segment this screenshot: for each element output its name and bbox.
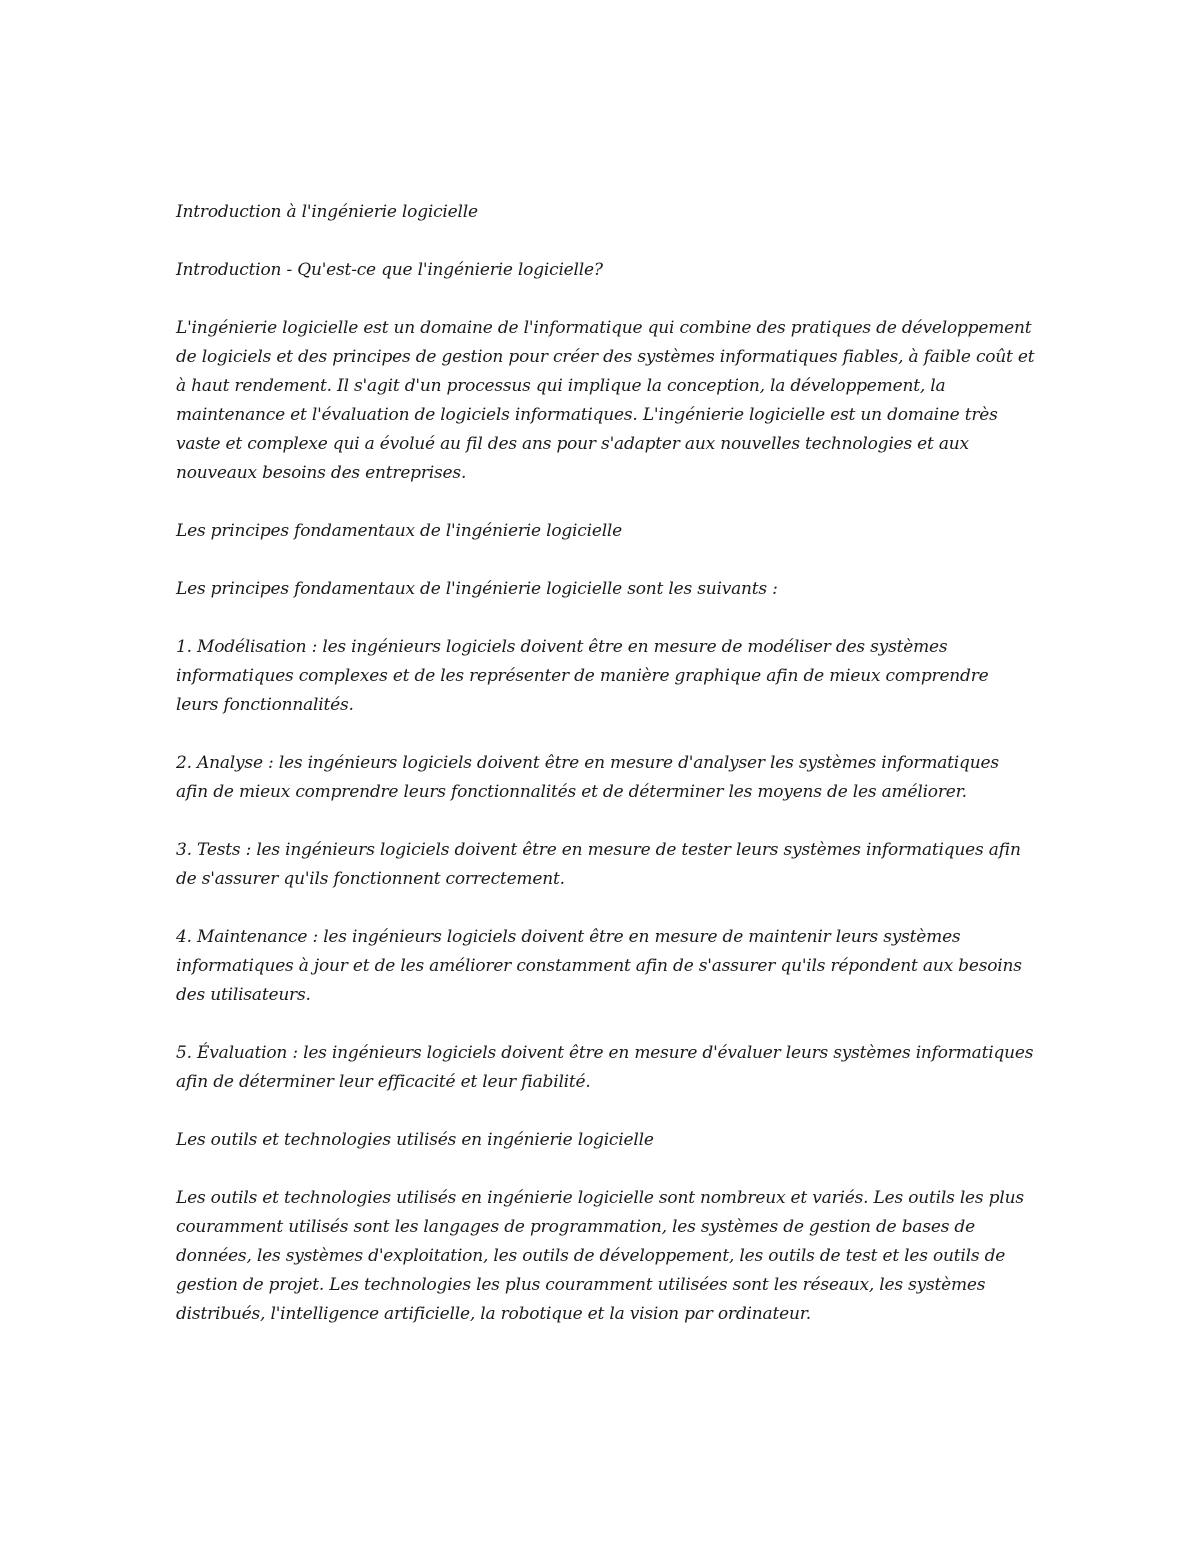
list-item-tests: 3. Tests : les ingénieurs logiciels doivent être en mesure de tester leurs systèmes informatiques afin de s'assurer qu'ils fonctionnent correctement. (176, 840, 1021, 889)
list-item-evaluation: 5. Évaluation : les ingénieurs logiciels doivent être en mesure d'évaluer leurs systèmes informatiques afin de déterminer leur efficacité et leur fiabilité. (176, 1043, 1034, 1092)
list-item-maintenance: 4. Maintenance : les ingénieurs logiciels doivent être en mesure de maintenir leurs systèmes informatiques à jour et de les améliorer constamment afin de s'assurer qu'ils répondent aux besoins des utilisateurs. (176, 927, 1022, 1005)
section-heading-principles: Les principes fondamentaux de l'ingénierie logicielle (176, 521, 623, 541)
list-item-analyse: 2. Analyse : les ingénieurs logiciels doivent être en mesure d'analyser les systèmes informatiques afin de mieux comprendre leurs fonctionnalités et de déterminer les moyens de les améliorer. (176, 753, 999, 802)
list-item-modelisation: 1. Modélisation : les ingénieurs logiciels doivent être en mesure de modéliser des systèmes informatiques complexes et de les représenter de manière graphique afin de mieux comprendre leurs fonctionnalités. (176, 637, 989, 715)
section-heading-introduction: Introduction - Qu'est-ce que l'ingénierie logicielle? (176, 260, 603, 280)
paragraph-principles-intro: Les principes fondamentaux de l'ingénierie logicielle sont les suivants : (176, 579, 778, 599)
paragraph-tools: Les outils et technologies utilisés en ingénierie logicielle sont nombreux et variés. Les outils les plus couramment utilisés sont les langages de programmation, les systèmes de gestion de bases de données, les systèmes d'exploitation, les outils de développement, les outils de test et les outils de gestion de projet. Les technologies les plus couramment utilisées sont les réseaux, les systèmes distribués, l'intelligence artificielle, la robotique et la vision par ordinateur. (176, 1188, 1024, 1324)
document-title: Introduction à l'ingénierie logicielle (176, 202, 478, 222)
document-body (176, 198, 1036, 1329)
paragraph-definition: L'ingénierie logicielle est un domaine de l'informatique qui combine des pratiques de développement de logiciels et des principes de gestion pour créer des systèmes informatiques fiables, à faible coût et à haut rendement. Il s'agit d'un processus qui implique la conception, la développement, la maintenance et l'évaluation de logiciels informatiques. L'ingénierie logicielle est un domaine très vaste et complexe qui a évolué au fil des ans pour s'adapter aux nouvelles technologies et aux nouveaux besoins des entreprises. (176, 318, 1035, 483)
section-heading-tools: Les outils et technologies utilisés en ingénierie logicielle (176, 1130, 654, 1150)
